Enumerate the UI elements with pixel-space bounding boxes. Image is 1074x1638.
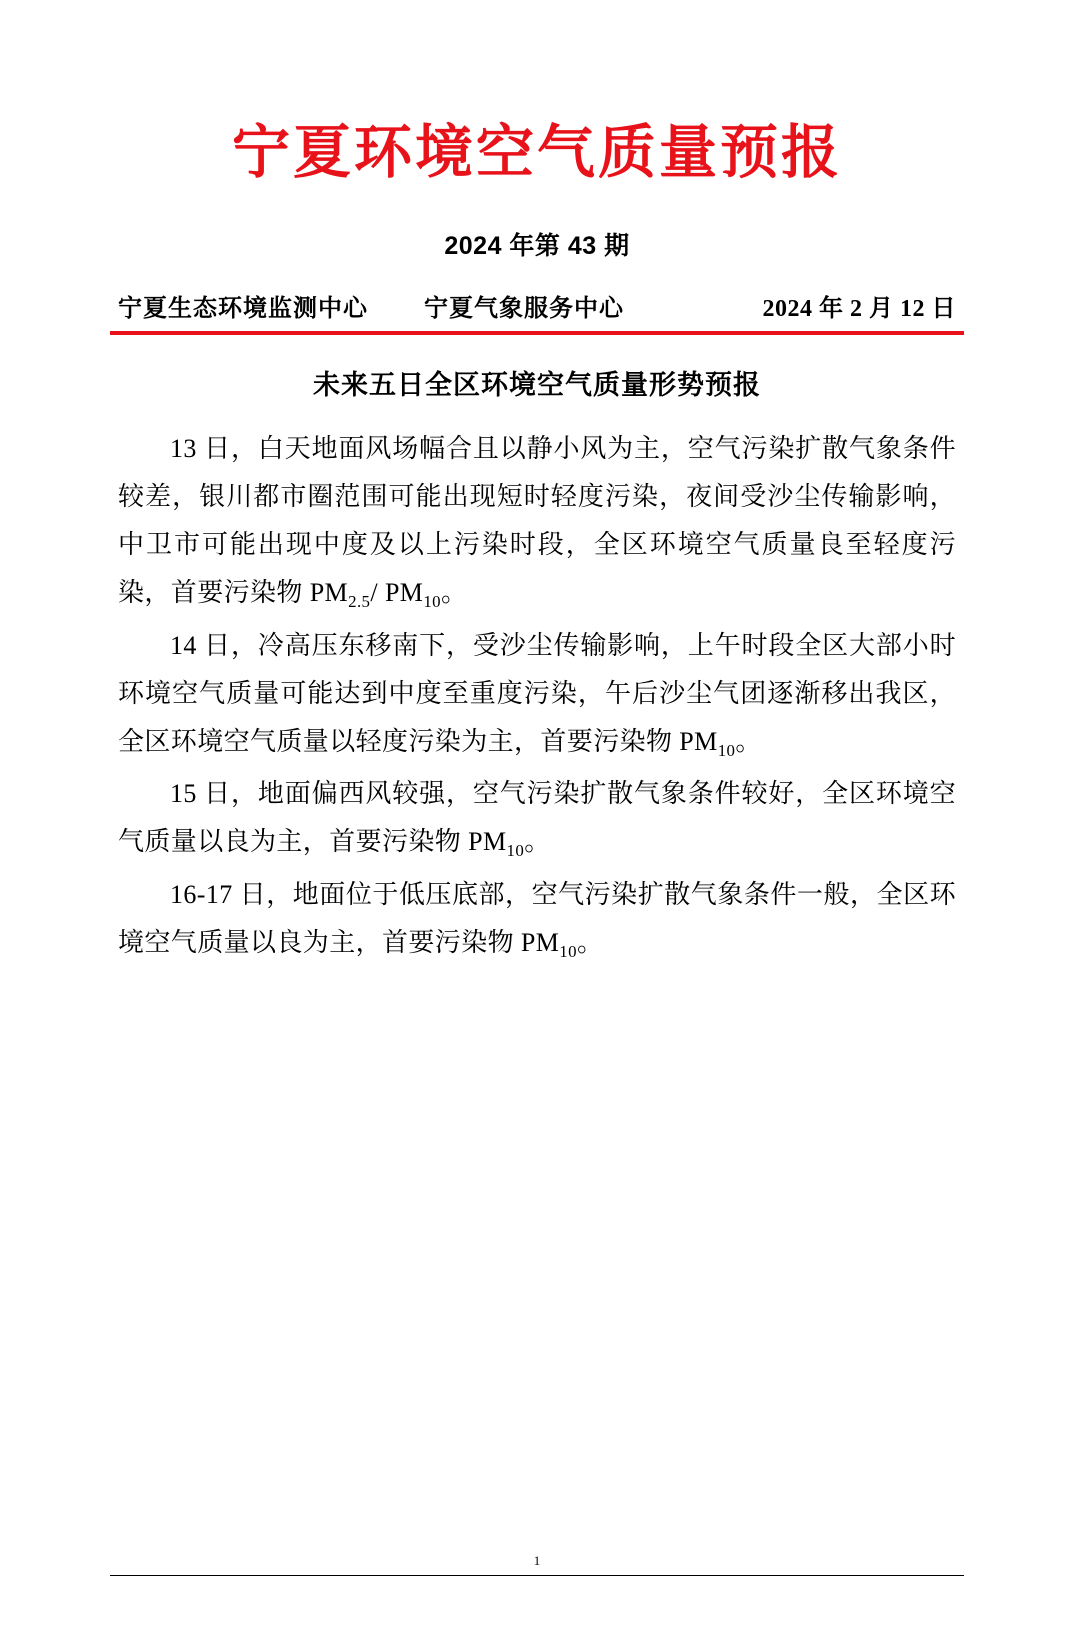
forecast-paragraph-day13 (118, 425, 956, 618)
issuing-organization-secondary: 宁夏气象服务中心 (424, 296, 624, 323)
publication-date: 2024 年 2 月 12 日 (762, 296, 956, 323)
forecast-paragraph-day15 (118, 770, 956, 867)
paragraph-text-pre: 16-17 日，地面位于低压底部，空气污染扩散气象条件一般，全区环境空气质量以良为主，首要污染物 PM (118, 879, 956, 957)
document-page (0, 118, 1074, 1638)
forecast-paragraph-day16-17 (118, 871, 956, 968)
paragraph-subscript-1: 10 (559, 942, 577, 962)
document-body (118, 425, 956, 967)
paragraph-text-post: 。 (735, 726, 762, 756)
paragraph-text-pre: 15 日，地面偏西风较强，空气污染扩散气象条件较好，全区环境空气质量以良为主，首要污染物 PM (118, 779, 956, 857)
paragraph-text-pre: 14 日，冷高压东移南下，受沙尘传输影响，上午时段全区大部小时环境空气质量可能达到中度至重度污染，午后沙尘气团逐渐移出我区，全区环境空气质量以轻度污染为主，首要污染物 PM (118, 630, 956, 756)
issue-number: 2024 年第 43 期 (444, 232, 630, 261)
section-subtitle: 未来五日全区环境空气质量形势预报 (313, 370, 761, 401)
page-footer (110, 1553, 964, 1576)
issuing-organization-primary: 宁夏生态环境监测中心 (118, 296, 368, 323)
footer-divider-rule (110, 1575, 964, 1576)
paragraph-text-post: 。 (576, 927, 604, 957)
forecast-paragraph-day14 (118, 622, 956, 767)
page-number: 1 (533, 1553, 541, 1568)
paragraph-subscript-1: 2.5 (348, 592, 371, 612)
document-masthead-title: 宁夏环境空气质量预报 (231, 118, 842, 186)
paragraph-text-post: 。 (441, 578, 468, 608)
paragraph-text-mid: / PM (370, 578, 424, 608)
byline (118, 288, 956, 323)
paragraph-text-pre: 13 日，白天地面风场幅合且以静小风为主，空气污染扩散气象条件较差，银川都市圈范围可能出现短时轻度污染，夜间受沙尘传输影响，中卫市可能出现中度及以上污染时段，全区环境空气质量良至轻度污染，首要污染物 PM (118, 433, 956, 608)
paragraph-subscript-2: 10 (423, 592, 442, 612)
paragraph-subscript-1: 10 (717, 740, 736, 760)
paragraph-text-post: 。 (524, 827, 551, 857)
paragraph-subscript-1: 10 (506, 841, 525, 861)
red-divider-rule (110, 331, 964, 335)
